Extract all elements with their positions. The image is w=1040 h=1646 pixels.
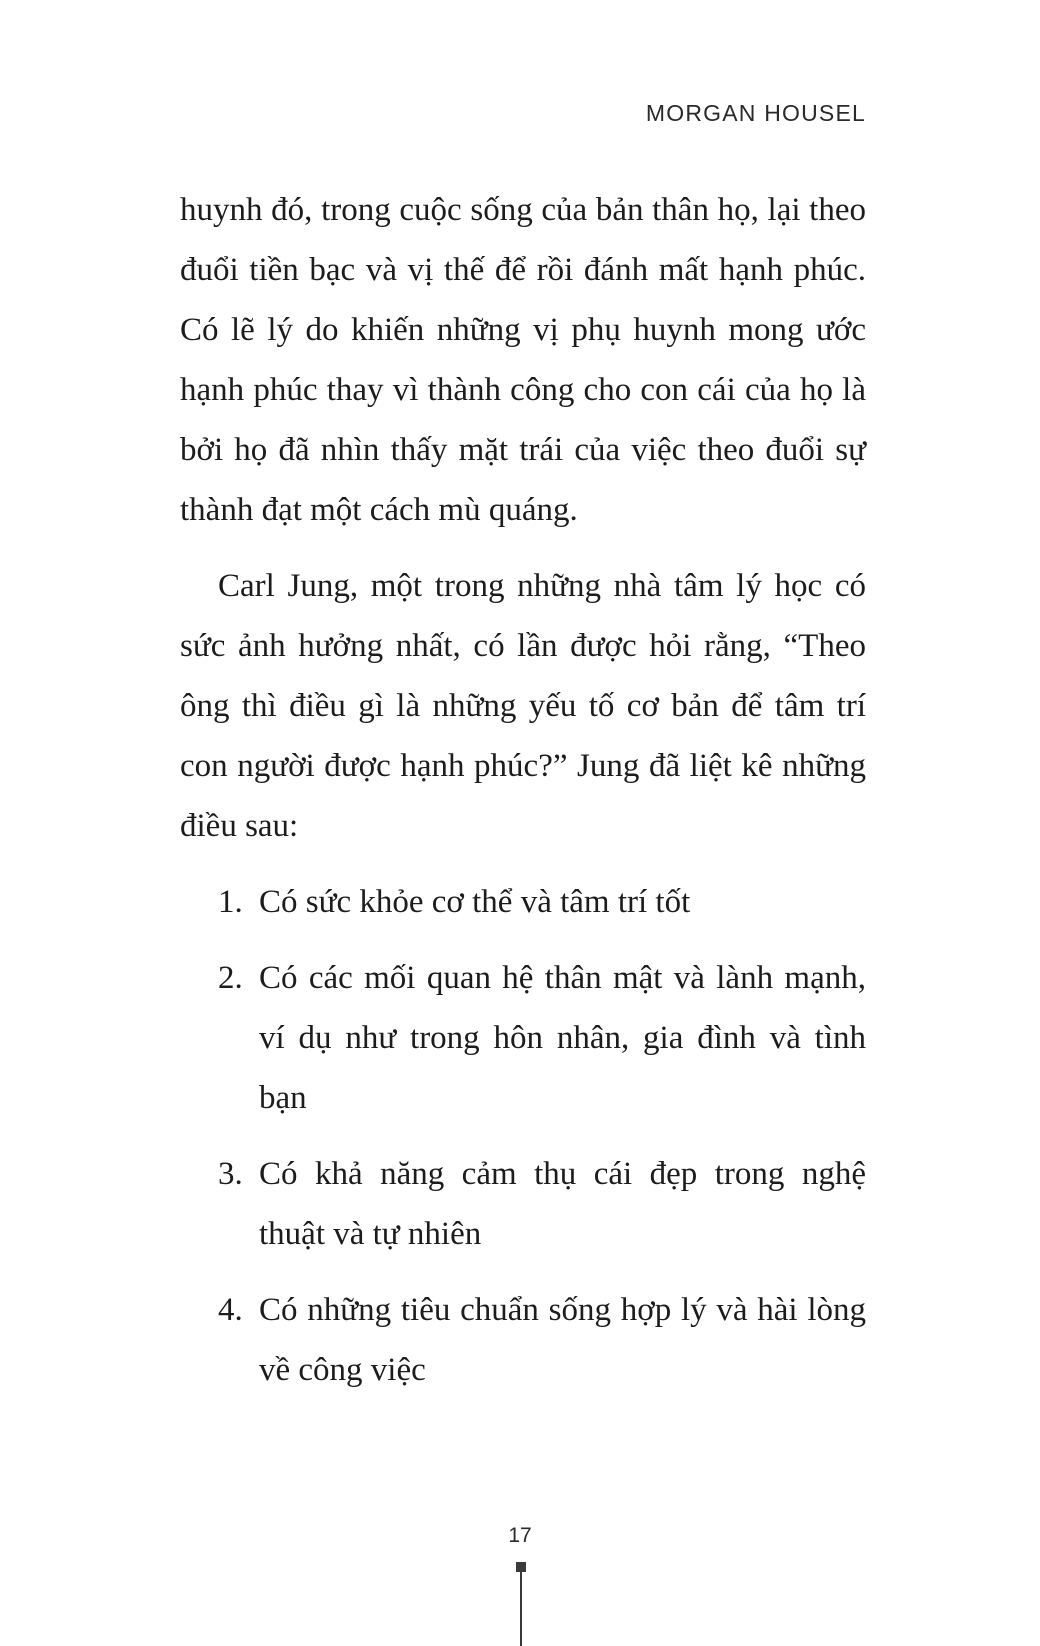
list-item-text: Có những tiêu chuẩn sống hợp lý và hài lòng về công việc xyxy=(259,1292,866,1388)
paragraph-carl-jung: Carl Jung, một trong những nhà tâm lý học có sức ảnh hưởng nhất, có lần được hỏi rằng, “Theo ông thì điều gì là những yếu tố cơ bản để tâm trí con người được hạnh phúc?” Jung đã liệt kê những điều sau: xyxy=(180,568,866,844)
list-item xyxy=(180,1144,866,1264)
page-marker-square xyxy=(516,1562,526,1572)
list-item xyxy=(180,948,866,1128)
paragraph-continuation: huynh đó, trong cuộc sống của bản thân họ, lại theo đuổi tiền bạc và vị thế để rồi đánh mất hạnh phúc. Có lẽ lý do khiến những vị phụ huynh mong ước hạnh phúc thay vì thành công cho con cái của họ là bởi họ đã nhìn thấy mặt trái của việc theo đuổi sự thành đạt một cách mù quáng. xyxy=(180,192,866,528)
running-header-author: MORGAN HOUSEL xyxy=(645,100,866,126)
list-item-text: Có các mối quan hệ thân mật và lành mạnh, ví dụ như trong hôn nhân, gia đình và tình bạn xyxy=(259,960,866,1116)
list-item xyxy=(180,872,866,932)
list-item-number: 2. xyxy=(218,960,243,996)
list-item-text: Có khả năng cảm thụ cái đẹp trong nghệ thuật và tự nhiên xyxy=(259,1156,866,1252)
page-marker-line xyxy=(520,1572,522,1646)
happiness-factors-list xyxy=(180,872,866,1400)
list-item-number: 4. xyxy=(218,1292,243,1328)
list-item-text: Có sức khỏe cơ thể và tâm trí tốt xyxy=(259,884,691,920)
list-item xyxy=(180,1280,866,1400)
body-text xyxy=(180,180,866,1416)
page-number: 17 xyxy=(508,1524,532,1547)
list-item-number: 1. xyxy=(218,884,243,920)
list-item-number: 3. xyxy=(218,1156,243,1192)
